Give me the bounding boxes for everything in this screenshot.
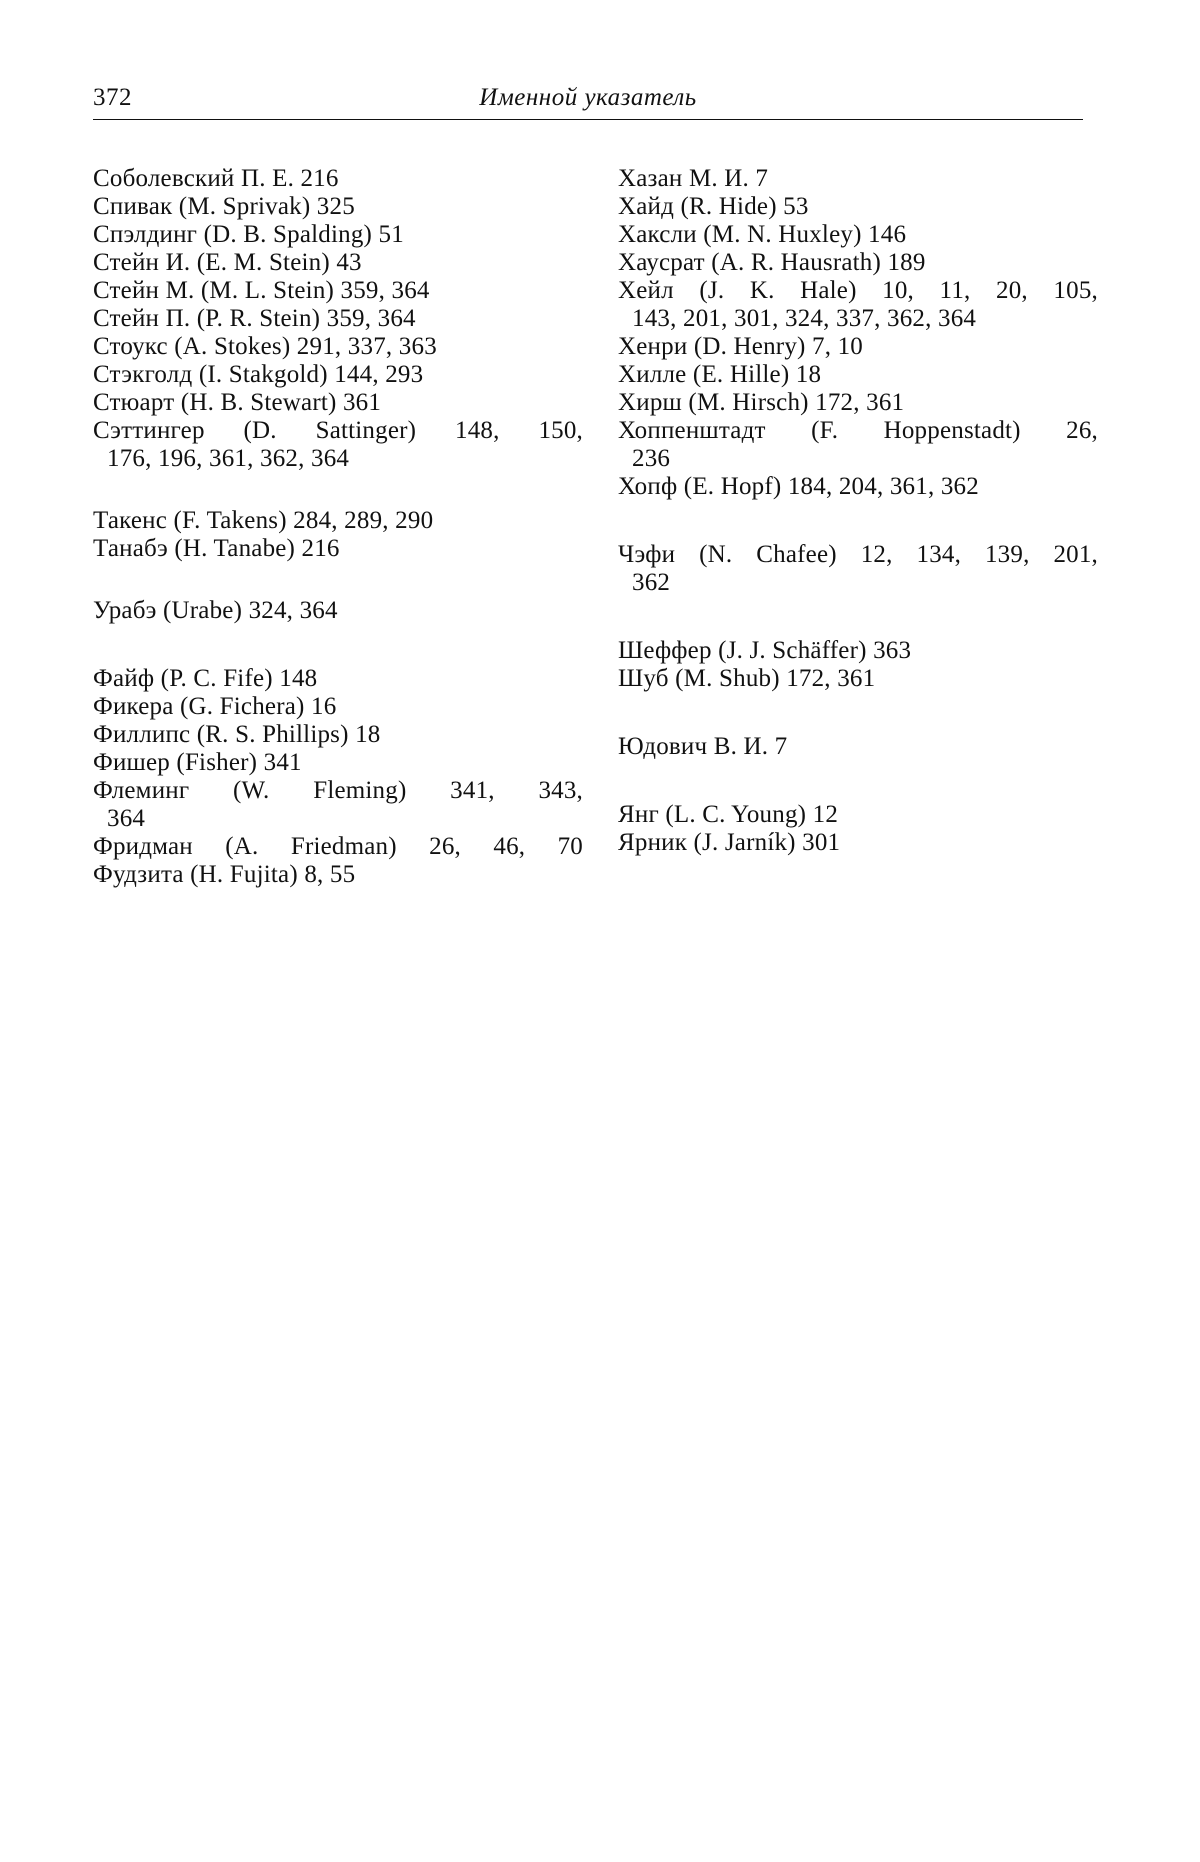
index-entry: Фишер (Fisher) 341 bbox=[93, 749, 302, 776]
index-entry: Сэттингер (D. Sattinger) 148, 150, bbox=[93, 417, 583, 444]
index-entry: Стейн П. (P. R. Stein) 359, 364 bbox=[93, 305, 416, 332]
index-entry-continuation: 143, 201, 301, 324, 337, 362, 364 bbox=[632, 305, 977, 332]
index-entry: Филлипс (R. S. Phillips) 18 bbox=[93, 721, 381, 748]
index-column-right bbox=[618, 165, 1098, 857]
index-entry: Урабэ (Urabe) 324, 364 bbox=[93, 597, 338, 624]
index-column-left bbox=[93, 165, 583, 889]
index-entry: Хопф (E. Hopf) 184, 204, 361, 362 bbox=[618, 473, 979, 500]
index-entry: Стюарт (H. B. Stewart) 361 bbox=[93, 389, 382, 416]
index-entry-continuation: 362 bbox=[632, 569, 671, 596]
index-group-ch bbox=[618, 541, 1098, 597]
index-entry: Хилле (E. Hille) 18 bbox=[618, 361, 822, 388]
index-group-ya bbox=[618, 801, 1098, 857]
index-entry: Хоппенштадт (F. Hoppenstadt) 26, bbox=[618, 417, 1098, 444]
group-spacer bbox=[618, 597, 1098, 637]
index-entry-continuation: 236 bbox=[632, 445, 671, 472]
index-group-sh bbox=[618, 637, 1098, 693]
index-entry: Хаксли (M. N. Huxley) 146 bbox=[618, 221, 907, 248]
index-entry: Стейн И. (E. M. Stein) 43 bbox=[93, 249, 362, 276]
index-entry-continuation: 364 bbox=[107, 805, 146, 832]
index-entry: Хенри (D. Henry) 7, 10 bbox=[618, 333, 863, 360]
index-entry: Стэкголд (I. Stakgold) 144, 293 bbox=[93, 361, 424, 388]
index-entry: Соболевский П. Е. 216 bbox=[93, 165, 339, 192]
group-spacer bbox=[93, 563, 583, 597]
group-spacer bbox=[618, 761, 1098, 801]
index-group-s bbox=[93, 165, 583, 473]
index-entry: Хирш (M. Hirsch) 172, 361 bbox=[618, 389, 905, 416]
index-entry: Шеффер (J. J. Schäffer) 363 bbox=[618, 637, 912, 664]
index-entry: Шуб (M. Shub) 172, 361 bbox=[618, 665, 876, 692]
group-spacer bbox=[93, 625, 583, 665]
index-entry: Хейл (J. K. Hale) 10, 11, 20, 105, bbox=[618, 277, 1098, 304]
index-entry: Фикера (G. Fichera) 16 bbox=[93, 693, 337, 720]
index-entry: Фридман (A. Friedman) 26, 46, 70 bbox=[93, 833, 583, 860]
index-group-u bbox=[93, 597, 583, 625]
index-entry: Хаусрат (A. R. Hausrath) 189 bbox=[618, 249, 926, 276]
page-number: 372 bbox=[93, 84, 132, 111]
index-entry: Спивак (M. Sprivak) 325 bbox=[93, 193, 355, 220]
index-entry: Спэлдинг (D. B. Spalding) 51 bbox=[93, 221, 404, 248]
index-entry: Юдович В. И. 7 bbox=[618, 733, 788, 760]
page-header bbox=[93, 84, 1083, 122]
index-entry: Танабэ (H. Tanabe) 216 bbox=[93, 535, 340, 562]
index-entry: Фудзита (H. Fujita) 8, 55 bbox=[93, 861, 356, 888]
group-spacer bbox=[618, 693, 1098, 733]
index-group-f bbox=[93, 665, 583, 889]
index-entry: Хайд (R. Hide) 53 bbox=[618, 193, 809, 220]
group-spacer bbox=[618, 501, 1098, 541]
index-entry: Ярник (J. Jarník) 301 bbox=[618, 829, 841, 856]
index-entry: Чэфи (N. Chafee) 12, 134, 139, 201, bbox=[618, 541, 1098, 568]
index-group-yu bbox=[618, 733, 1098, 761]
index-entry-continuation: 176, 196, 361, 362, 364 bbox=[107, 445, 350, 472]
index-entry: Янг (L. C. Young) 12 bbox=[618, 801, 839, 828]
running-title: Именной указатель bbox=[479, 84, 697, 111]
index-entry: Стейн М. (M. L. Stein) 359, 364 bbox=[93, 277, 430, 304]
index-entry: Стоукс (A. Stokes) 291, 337, 363 bbox=[93, 333, 437, 360]
header-rule bbox=[93, 119, 1083, 120]
index-entry: Хазан М. И. 7 bbox=[618, 165, 769, 192]
index-group-t bbox=[93, 507, 583, 563]
index-entry: Флеминг (W. Fleming) 341, 343, bbox=[93, 777, 583, 804]
index-entry: Файф (P. C. Fife) 148 bbox=[93, 665, 318, 692]
group-spacer bbox=[93, 473, 583, 507]
index-entry: Такенс (F. Takens) 284, 289, 290 bbox=[93, 507, 434, 534]
index-group-kh bbox=[618, 165, 1098, 501]
